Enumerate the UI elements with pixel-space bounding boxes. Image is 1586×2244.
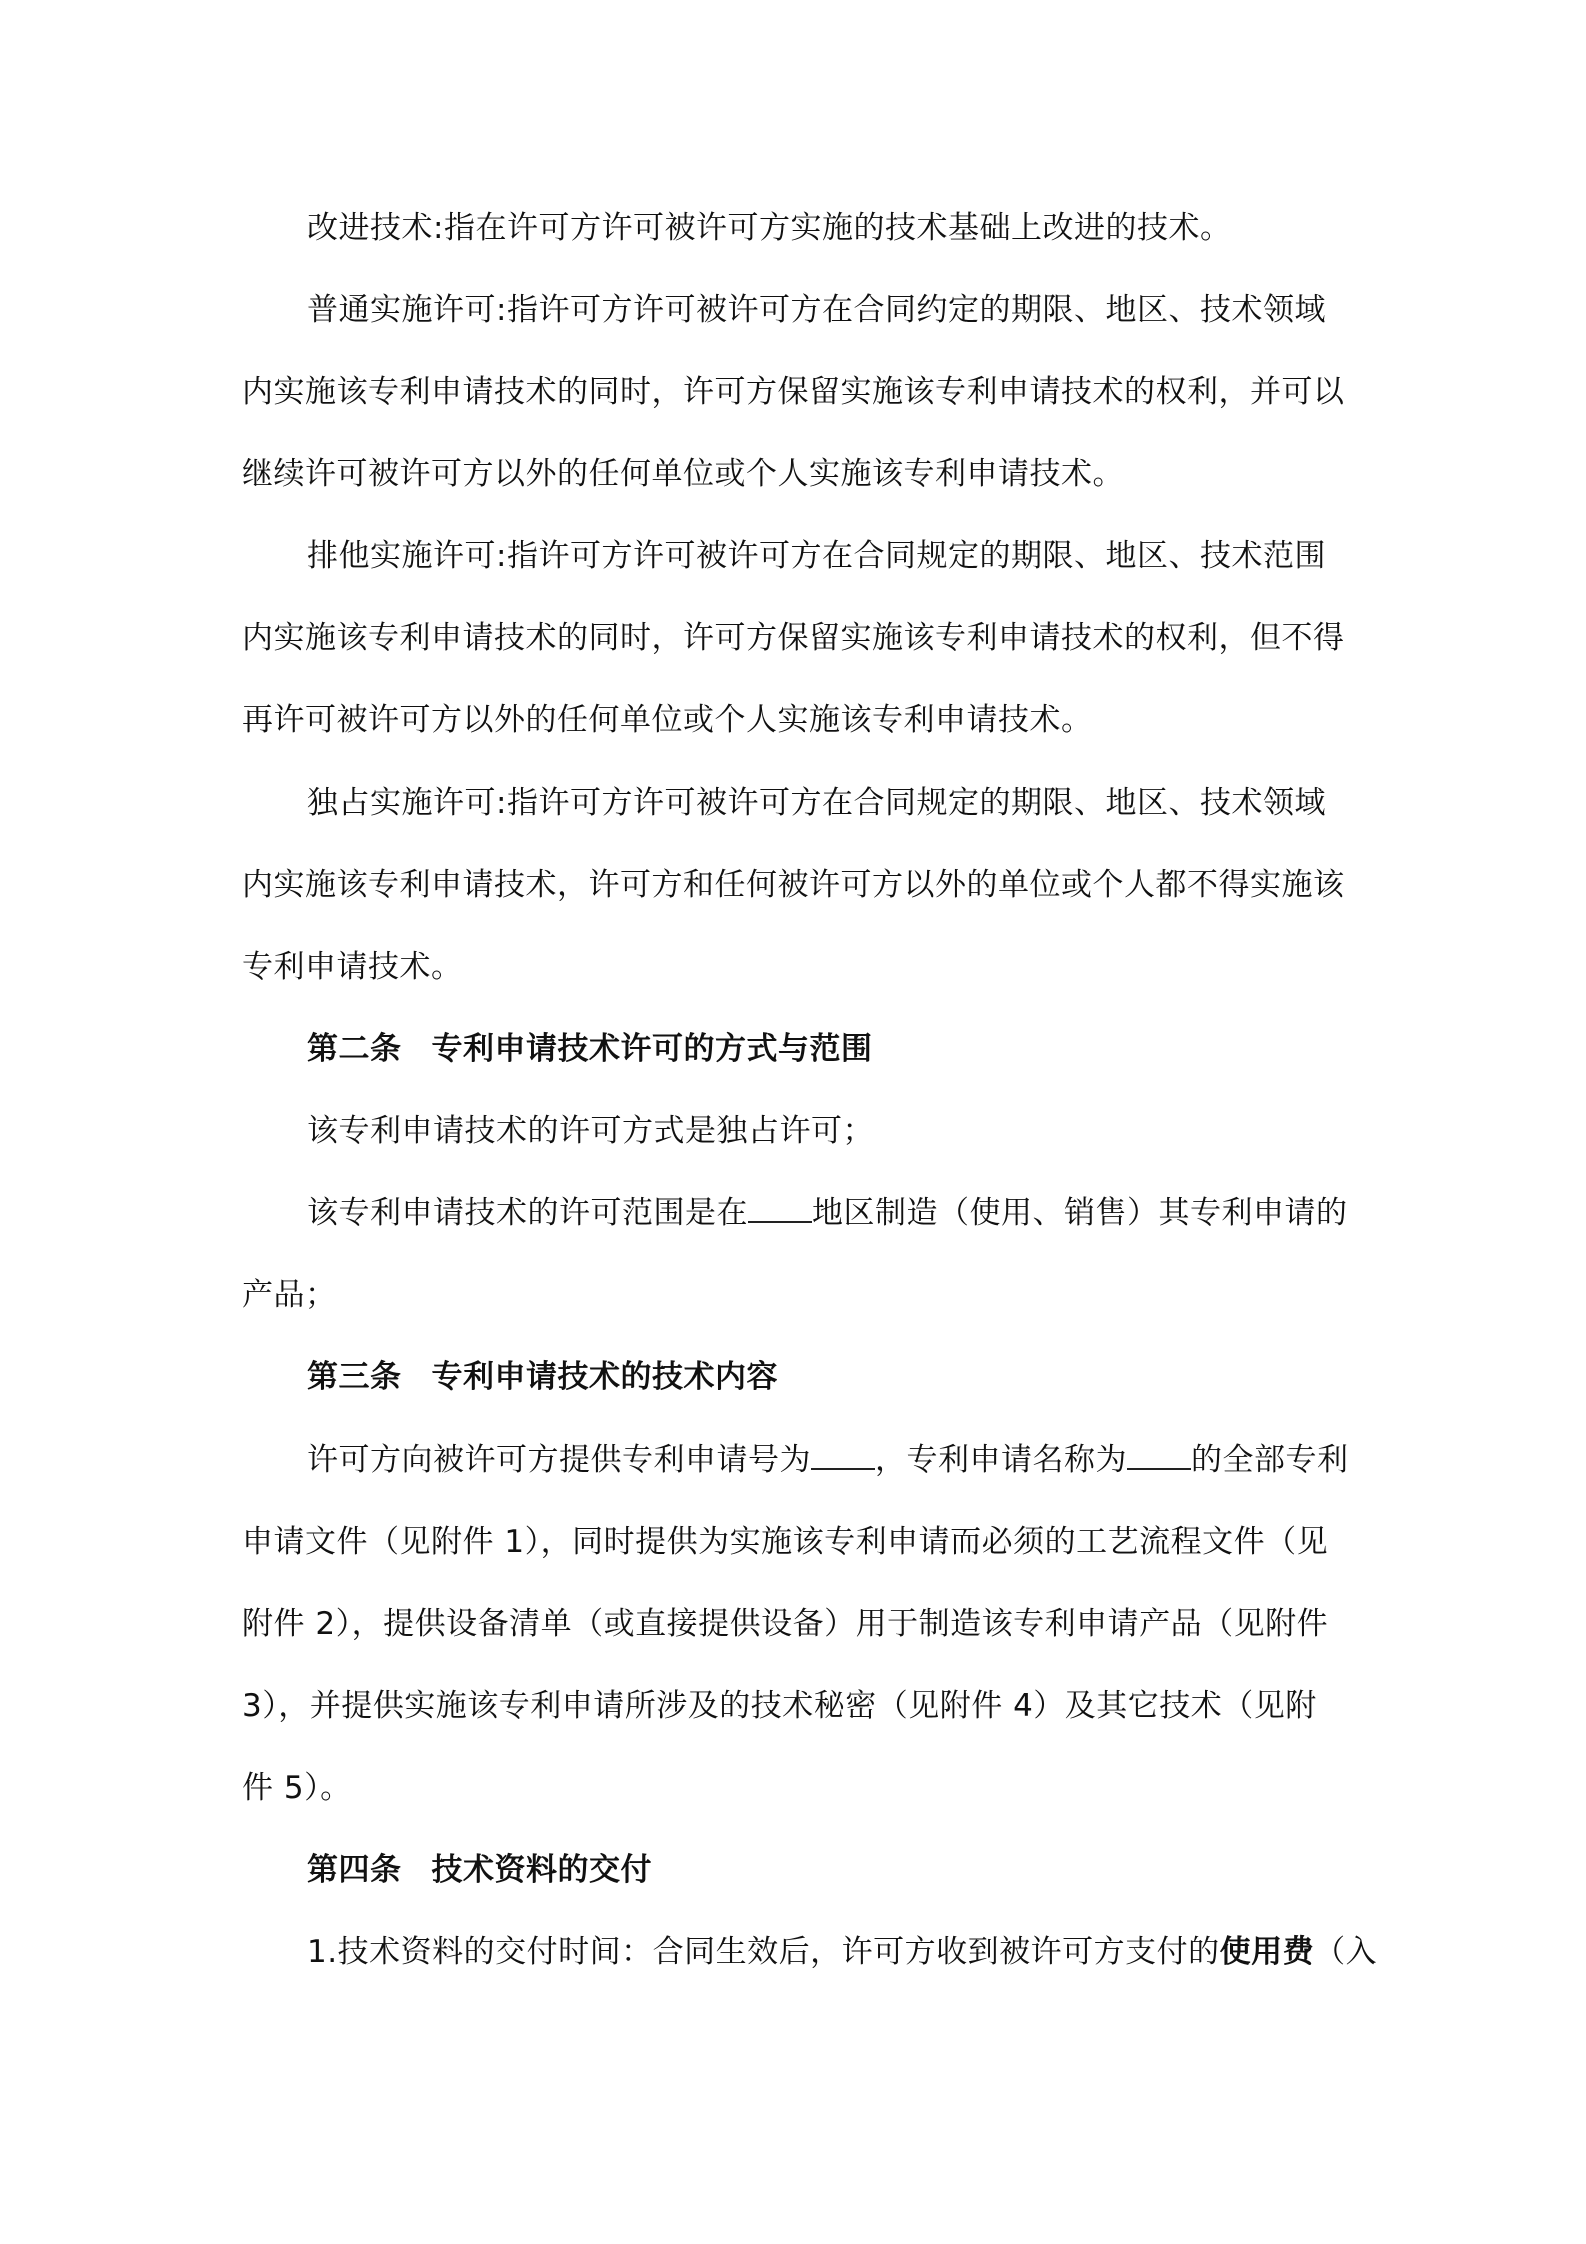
article-2-title: 专利申请技术许可的方式与范围 [431, 1031, 873, 1067]
article-4-heading [307, 1848, 1367, 1892]
article-4-number: 第四条 [307, 1852, 402, 1888]
article-3-text-a: 许可方向被许可方提供专利申请号为 [307, 1442, 811, 1478]
article-4-title: 技术资料的交付 [431, 1852, 652, 1888]
article-3-line3: 附件 2），提供设备清单（或直接提供设备）用于制造该专利申请产品（见附件 [242, 1606, 1329, 1642]
article-2-heading [307, 1027, 1367, 1071]
article-2-mode: 该专利申请技术的许可方式是独占许可； [307, 1113, 874, 1149]
usage-fee-bold-text: 使用费 [1219, 1934, 1315, 1970]
paragraph-exclusive-license-line1: 排他实施许可:指许可方许可被许可方在合同规定的期限、地区、技术范围 [307, 538, 1326, 574]
article-3-heading [307, 1355, 1367, 1399]
article-3-line2: 申请文件（见附件 1），同时提供为实施该专利申请而必须的工艺流程文件（见 [242, 1524, 1329, 1560]
paragraph-sole-license-line2: 内实施该专利申请技术，许可方和任何被许可方以外的单位或个人都不得实施该 [242, 867, 1345, 903]
paragraph-improved-technology: 改进技术:指在许可方许可被许可方实施的技术基础上改进的技术。 [307, 210, 1232, 246]
application-name-blank-field [1127, 1438, 1191, 1470]
article-2-scope-line1 [307, 1191, 1367, 1235]
article-2-scope-text-a: 该专利申请技术的许可范围是在 [307, 1195, 748, 1231]
article-4-item-1-text-b: （入 [1314, 1934, 1378, 1970]
paragraph-sole-license-line3: 专利申请技术。 [242, 949, 463, 985]
article-3-line5: 件 5）。 [242, 1770, 352, 1806]
article-3-text-b: ，专利申请名称为 [875, 1442, 1127, 1478]
paragraph-exclusive-license-line3: 再许可被许可方以外的任何单位或个人实施该专利申请技术。 [242, 702, 1093, 738]
article-4-item-1 [307, 1930, 1378, 1974]
article-2-scope-text-b: 地区制造（使用、销售）其专利申请的 [812, 1195, 1348, 1231]
article-3-title: 专利申请技术的技术内容 [431, 1359, 778, 1395]
region-blank-field [748, 1191, 812, 1223]
paragraph-ordinary-license-line2: 内实施该专利申请技术的同时，许可方保留实施该专利申请技术的权利，并可以 [242, 374, 1345, 410]
article-3-number: 第三条 [307, 1359, 402, 1395]
article-3-line4: 3），并提供实施该专利申请所涉及的技术秘密（见附件 4）及其它技术（见附 [242, 1688, 1317, 1724]
article-2-scope-line2: 产品； [242, 1277, 337, 1313]
paragraph-sole-license-line1: 独占实施许可:指许可方许可被许可方在合同规定的期限、地区、技术领域 [307, 785, 1326, 821]
article-3-text-c: 的全部专利 [1191, 1442, 1349, 1478]
article-4-item-1-text-a: 1.技术资料的交付时间：合同生效后，许可方收到被许可方支付的 [307, 1934, 1220, 1970]
paragraph-ordinary-license-line1: 普通实施许可:指许可方许可被许可方在合同约定的期限、地区、技术领域 [307, 292, 1326, 328]
article-2-number: 第二条 [307, 1031, 402, 1067]
article-3-line1 [307, 1438, 1367, 1482]
paragraph-exclusive-license-line2: 内实施该专利申请技术的同时，许可方保留实施该专利申请技术的权利，但不得 [242, 620, 1345, 656]
paragraph-ordinary-license-line3: 继续许可被许可方以外的任何单位或个人实施该专利申请技术。 [242, 456, 1124, 492]
application-number-blank-field [811, 1438, 875, 1470]
